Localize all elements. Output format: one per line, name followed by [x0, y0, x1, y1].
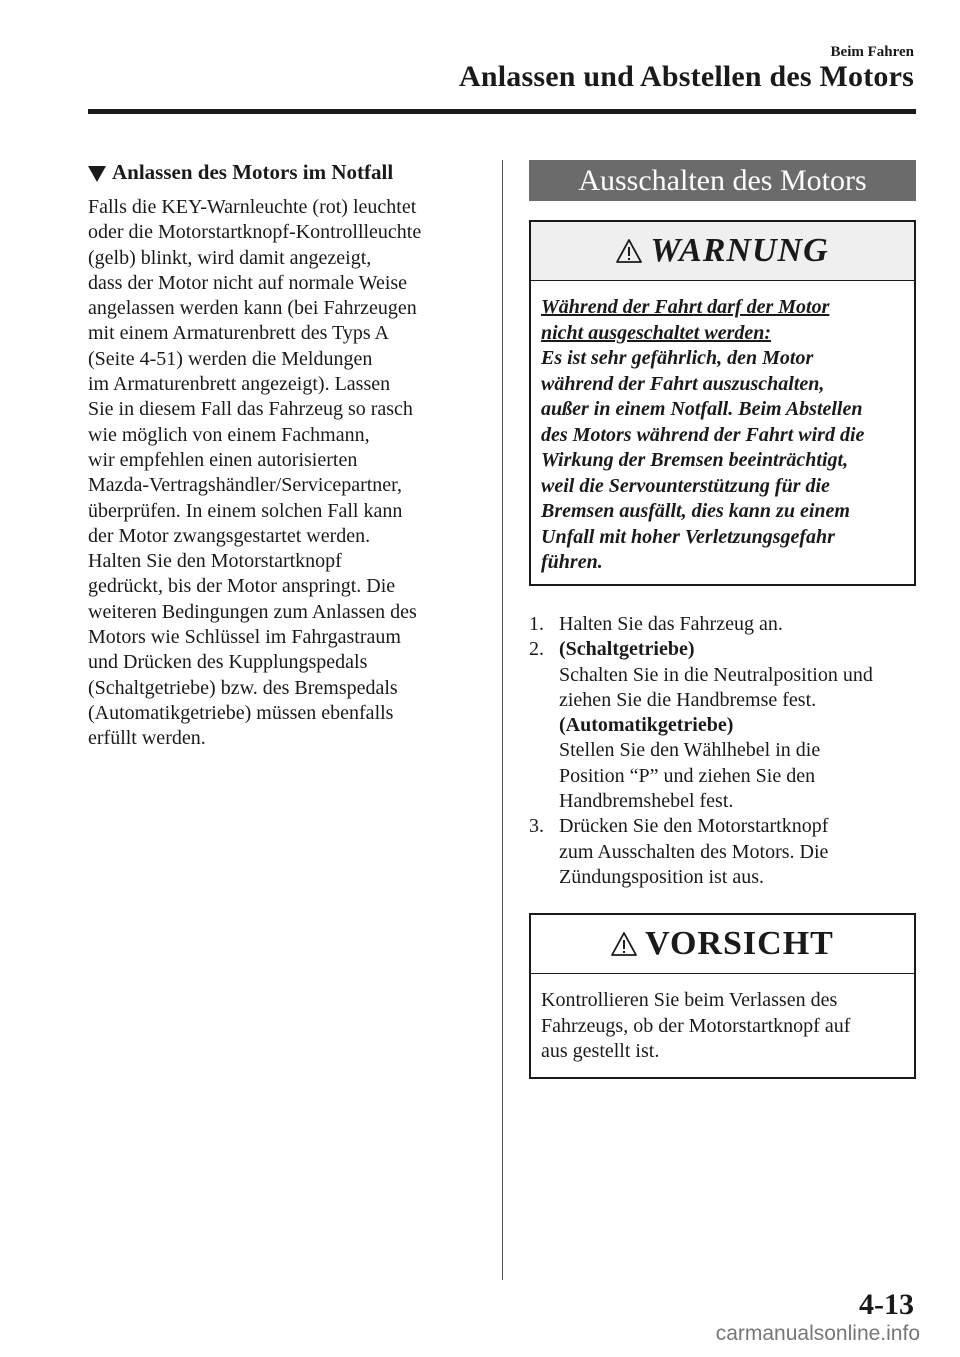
header-section-label: Beim Fahren — [830, 44, 914, 60]
caution-triangle-icon — [611, 932, 637, 956]
warning-header — [531, 222, 914, 281]
body-text-line: wie möglich von einem Fachmann, — [88, 423, 370, 446]
warning-triangle-icon — [616, 239, 642, 263]
warning-text-line: führen. — [541, 551, 603, 573]
step-number: 1. — [529, 613, 544, 635]
step-number — [529, 663, 559, 688]
header-title: Anlassen und Abstellen des Motors — [458, 60, 914, 93]
subsection-heading-text: Anlassen des Motors im Notfall — [112, 160, 394, 184]
step-text: ziehen Sie die Handbremse fest. — [559, 688, 817, 711]
warning-text-line: während der Fahrt auszuschalten, — [541, 372, 825, 395]
step-number — [529, 738, 559, 763]
body-text-line: erfüllt werden. — [88, 727, 206, 750]
step-number: 2. — [529, 638, 544, 661]
step-line — [529, 738, 916, 763]
body-text-line: gedrückt, bis der Motor anspringt. Die — [88, 575, 396, 598]
step-line — [529, 764, 916, 789]
step-text: Handbremshebel fest. — [559, 790, 734, 813]
step-text: Zündungsposition ist aus. — [559, 865, 765, 888]
caution-text-line: Fahrzeugs, ob der Motorstartknopf auf — [541, 1014, 851, 1037]
step-line — [529, 713, 916, 738]
step-number — [529, 713, 559, 738]
body-text-line: und Drücken des Kupplungspedals — [88, 651, 368, 674]
warning-text-line: Wirkung der Bremsen beeinträchtigt, — [541, 449, 849, 471]
step-line — [529, 688, 916, 713]
header-rule — [88, 109, 916, 114]
left-body-text — [88, 195, 478, 752]
caution-text-line: Kontrollieren Sie beim Verlassen des — [541, 989, 838, 1011]
body-text-line: Falls die KEY-Warnleuchte (rot) leuchtet — [88, 196, 417, 218]
body-text-line: dass der Motor nicht auf normale Weise — [88, 271, 408, 294]
step-text: Schalten Sie in die Neutralposition und — [559, 663, 873, 686]
warning-text-line: Bremsen ausfällt, dies kann zu einem — [541, 500, 850, 522]
warning-underlined-line: Während der Fahrt darf der Motor — [541, 296, 830, 318]
page-number: 4-13 — [859, 1288, 914, 1321]
step-number — [529, 688, 559, 713]
step-number — [529, 865, 559, 890]
subsection-heading — [88, 160, 478, 185]
caution-body — [531, 974, 914, 1075]
body-text-line: überprüfen. In einem solchen Fall kann — [88, 499, 403, 522]
body-text-line: mit einem Armaturenbrett des Typs A — [88, 322, 389, 345]
step-line — [529, 865, 916, 890]
step-text: Stellen Sie den Wählhebel in die — [559, 739, 821, 762]
left-column — [88, 160, 478, 752]
body-text-line: (Seite 4-51) werden die Meldungen — [88, 347, 373, 370]
warning-underlined-text — [541, 295, 904, 346]
step-number: 3. — [529, 815, 544, 838]
warning-underlined-line: nicht ausgeschaltet werden: — [541, 321, 772, 344]
step-line — [529, 637, 916, 662]
body-text-line: Motors wie Schlüssel im Fahrgastraum — [88, 626, 401, 649]
caution-title: VORSICHT — [645, 925, 834, 962]
step-text: (Schaltgetriebe) — [559, 638, 695, 661]
column-divider — [502, 160, 503, 1280]
body-text-line: oder die Motorstartknopf-Kontrollleuchte — [88, 221, 422, 244]
step-line — [529, 814, 916, 839]
body-text-line: angelassen werden kann (bei Fahrzeugen — [88, 297, 417, 320]
step-number — [529, 764, 559, 789]
step-line — [529, 840, 916, 865]
step-text: zum Ausschalten des Motors. Die — [559, 840, 829, 863]
body-text-line: (Automatikgetriebe) müssen ebenfalls — [88, 701, 394, 724]
step-number — [529, 840, 559, 865]
caution-text — [541, 988, 904, 1065]
body-text-line: weiteren Bedingungen zum Anlassen des — [88, 600, 417, 623]
step-text: (Automatikgetriebe) — [559, 714, 734, 737]
steps-list — [529, 612, 916, 890]
body-text-line: (gelb) blinkt, wird damit angezeigt, — [88, 246, 372, 269]
triangle-down-icon — [88, 166, 106, 182]
body-text-line: Mazda-Vertragshändler/Servicepartner, — [88, 474, 403, 497]
body-text-line: Sie in diesem Fall das Fahrzeug so rasch — [88, 398, 413, 421]
step-line — [529, 789, 916, 814]
caution-box — [529, 913, 916, 1079]
body-text-line: (Schaltgetriebe) bzw. des Bremspedals — [88, 676, 398, 699]
step-text: Position “P” und ziehen Sie den — [559, 764, 816, 787]
step-line — [529, 612, 916, 637]
body-text-line: der Motor zwangsgestartet werden. — [88, 524, 371, 547]
caution-text-line: aus gestellt ist. — [541, 1040, 660, 1062]
warning-box — [529, 220, 916, 586]
warning-text-line: des Motors während der Fahrt wird die — [541, 423, 865, 446]
caution-header — [531, 915, 914, 974]
step-number — [529, 789, 559, 814]
body-text-line: im Armaturenbrett angezeigt). Lassen — [88, 373, 391, 396]
step-text: Drücken Sie den Motorstartknopf — [559, 815, 829, 838]
warning-title: WARNUNG — [650, 232, 829, 269]
watermark-text: carmanualsonline.info — [715, 1322, 920, 1345]
warning-text-line: außer in einem Notfall. Beim Abstellen — [541, 398, 863, 420]
warning-body — [531, 281, 914, 586]
step-text: Halten Sie das Fahrzeug an. — [559, 613, 783, 635]
warning-text — [541, 346, 904, 576]
warning-text-line: Es ist sehr gefährlich, den Motor — [541, 347, 814, 369]
warning-text-line: Unfall mit hoher Verletzungsgefahr — [541, 525, 835, 548]
step-line — [529, 663, 916, 688]
section-banner: Ausschalten des Motors — [529, 160, 916, 201]
warning-text-line: weil die Servounterstützung für die — [541, 474, 830, 497]
body-text-line: wir empfehlen einen autorisierten — [88, 448, 358, 471]
body-text-line: Halten Sie den Motorstartknopf — [88, 550, 342, 573]
